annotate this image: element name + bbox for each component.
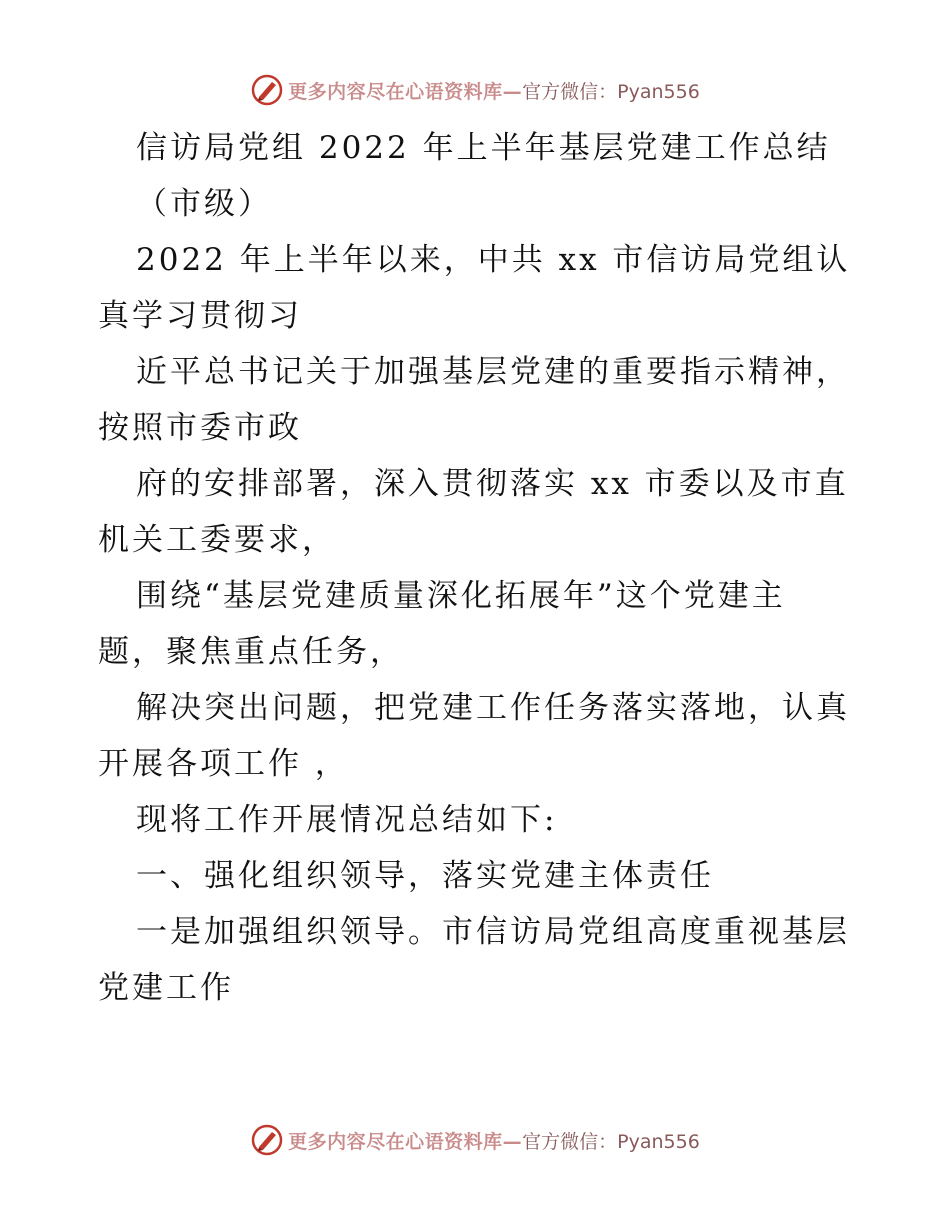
- doc-line: 2022 年上半年以来，中共 xx 市信访局党组认: [136, 242, 851, 278]
- doc-line: 按照市委市政: [98, 410, 302, 446]
- watermark-text: 更多内容尽在心语资料库—: [288, 80, 523, 103]
- doc-line: 近平总书记关于加强基层党建的重要指示精神，: [136, 354, 850, 390]
- doc-line: 题，聚焦重点任务，: [98, 634, 404, 670]
- doc-line: 真学习贯彻习: [98, 298, 302, 334]
- pen-logo-icon: [250, 73, 284, 107]
- doc-title: 信访局党组 2022 年上半年基层党建工作总结: [136, 130, 831, 166]
- doc-line: 开展各项工作 ，: [98, 746, 349, 782]
- doc-line: 府的安排部署，深入贯彻落实 xx 市委以及市直: [136, 466, 849, 502]
- watermark-text: 更多内容尽在心语资料库—: [288, 1130, 523, 1153]
- section-heading: 一、强化组织领导，落实党建主体责任: [136, 858, 714, 894]
- watermark-wechat: 官方微信：Pyan556: [522, 1130, 700, 1153]
- watermark-banner-bottom: [0, 1118, 950, 1162]
- doc-line: 解决突出问题，把党建工作任务落实落地，认真: [136, 690, 850, 726]
- doc-line: 一是加强组织领导。市信访局党组高度重视基层: [136, 914, 850, 950]
- pen-logo-icon: [250, 1123, 284, 1157]
- document-body: [98, 120, 858, 1016]
- doc-line: 机关工委要求，: [98, 522, 336, 558]
- doc-line: 现将工作开展情况总结如下:: [136, 802, 558, 838]
- watermark-banner-top: [0, 68, 950, 112]
- doc-line: 围绕“基层党建质量深化拓展年”这个党建主: [136, 578, 786, 614]
- doc-title-sub: （市级）: [136, 186, 272, 222]
- watermark-wechat: 官方微信：Pyan556: [522, 80, 700, 103]
- doc-line: 党建工作: [98, 970, 234, 1006]
